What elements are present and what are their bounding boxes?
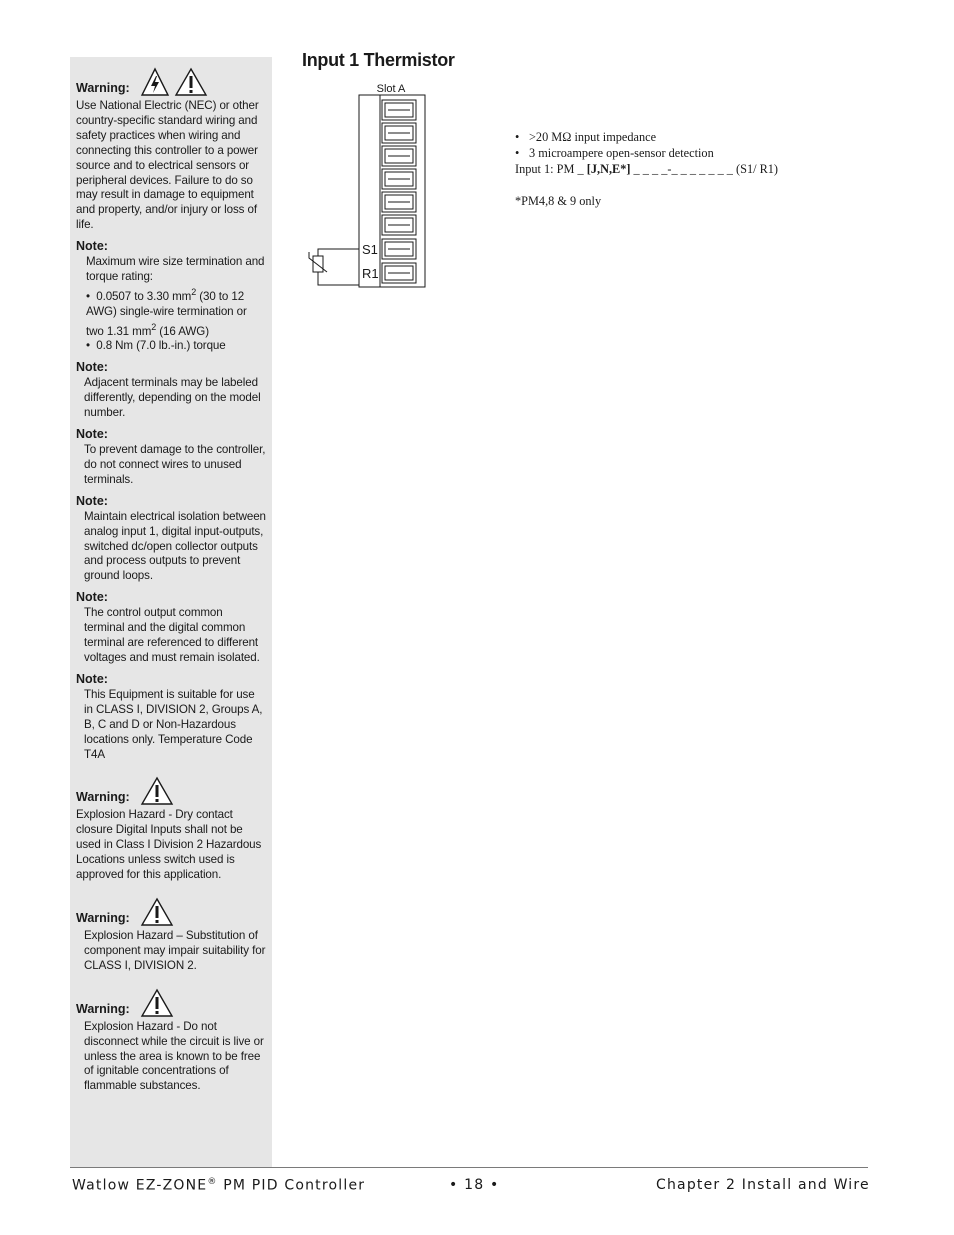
thermistor-symbol (309, 249, 359, 285)
terminal-screw (382, 123, 416, 143)
note4-text: Maintain electrical isolation between analog input 1, digital input-outputs, switched dc/open collector outputs and process outputs to prevent ground loops. (84, 509, 266, 583)
input-specifications (515, 129, 795, 209)
note5-label: Note: (76, 590, 108, 605)
caution-icon (174, 67, 208, 97)
warning3-text: Explosion Hazard – Substitution of component may impair suitability for CLASS I, DIVISION 2. (84, 928, 266, 972)
warning1-text: Use National Electric (NEC) or other country-specific standard wiring and safety practices when wiring and connecting this controller to a power source and to electrical sensors or peripheral devices. Failure to do so may result in damage to equipment and property, and/or injury or loss of life. (76, 99, 259, 232)
warning3-label: Warning: (76, 910, 130, 925)
terminal-label-r1: R1 (362, 266, 379, 281)
note2-text: Adjacent terminals may be labeled differently, depending on the model number. (84, 376, 261, 420)
warning1-header (76, 67, 266, 97)
terminal-screw (382, 100, 416, 120)
note6-label: Note: (76, 671, 108, 686)
footer-rule (70, 1167, 868, 1168)
part-number-line: Input 1: PM _ [J,N,E*] _ _ _ _-_ _ _ _ _ _ _ (S1/ R1) (515, 162, 779, 176)
terminal-screw (382, 146, 416, 166)
warning4-text: Explosion Hazard - Do not disconnect while the circuit is live or unless the area is known to be free of ignitable concentrations of flammable substances. (84, 1019, 264, 1093)
caution-icon (140, 988, 174, 1018)
terminal-screw-s1 (382, 239, 416, 259)
spec-item: • >20 MΩ input impedance (515, 130, 657, 144)
warning3-header (76, 897, 266, 927)
section-title: Input 1 Thermistor (302, 50, 455, 70)
terminal-screw (382, 215, 416, 235)
caution-icon (140, 897, 174, 927)
model-footnote: *PM4,8 & 9 only (515, 194, 602, 208)
footer-chapter: Chapter 2 Install and Wire (656, 1177, 870, 1193)
caution-icon (140, 776, 174, 806)
terminal-screw (382, 169, 416, 189)
note1-bullet2: • 0.8 Nm (7.0 lb.-in.) torque (86, 339, 226, 353)
terminal-screws (382, 100, 416, 283)
note2-label: Note: (76, 360, 108, 375)
note6-text: This Equipment is suitable for use in CLASS I, DIVISION 2, Groups A, B, C and D or Non-Hazardous locations only. Temperature Code T4A (84, 687, 263, 761)
warning1-label: Warning: (76, 81, 130, 95)
note4-label: Note: (76, 493, 108, 508)
note1-bullet1: • 0.0507 to 3.30 $mm^2$ (30 to 12 AWG) single-wire termination or two 1.31 $mm^2$ (16 AWG) (86, 286, 247, 338)
warning2-text: Explosion Hazard - Dry contact closure Digital Inputs shall not be used in Class I Division 2 Hazardous Locations unless switch used is approved for this application. (76, 808, 262, 882)
note1-line1: Maximum wire size termination and torque rating: (86, 255, 265, 284)
warning4-header (76, 988, 266, 1018)
warning4-label: Warning: (76, 1001, 130, 1016)
terminal-label-s1: S1 (362, 242, 378, 257)
electrical-hazard-icon (140, 67, 170, 97)
thermistor-wiring-diagram (300, 78, 440, 298)
note3-text: To prevent damage to the controller, do not connect wires to unused terminals. (84, 443, 266, 486)
spec-list (515, 129, 795, 161)
note1-label: Note: (76, 239, 108, 254)
footer-product-name: Watlow EZ-ZONE® PM PID Controller (72, 1177, 366, 1194)
slot-label: Slot A (376, 83, 406, 95)
warning2-header (76, 776, 266, 806)
footer-page-number: • 18 • (449, 1177, 500, 1193)
sidebar-notes-panel (70, 57, 272, 1167)
note5-text: The control output common terminal and the digital common terminal are referenced to different voltages and must remain isolated. (84, 606, 260, 664)
spec-item: • 3 microampere open-sensor detection (515, 146, 714, 160)
note1-body (76, 255, 266, 354)
terminal-screw (382, 192, 416, 212)
warning2-label: Warning: (76, 790, 130, 805)
terminal-screw-r1 (382, 263, 416, 283)
note3-label: Note: (76, 427, 108, 442)
